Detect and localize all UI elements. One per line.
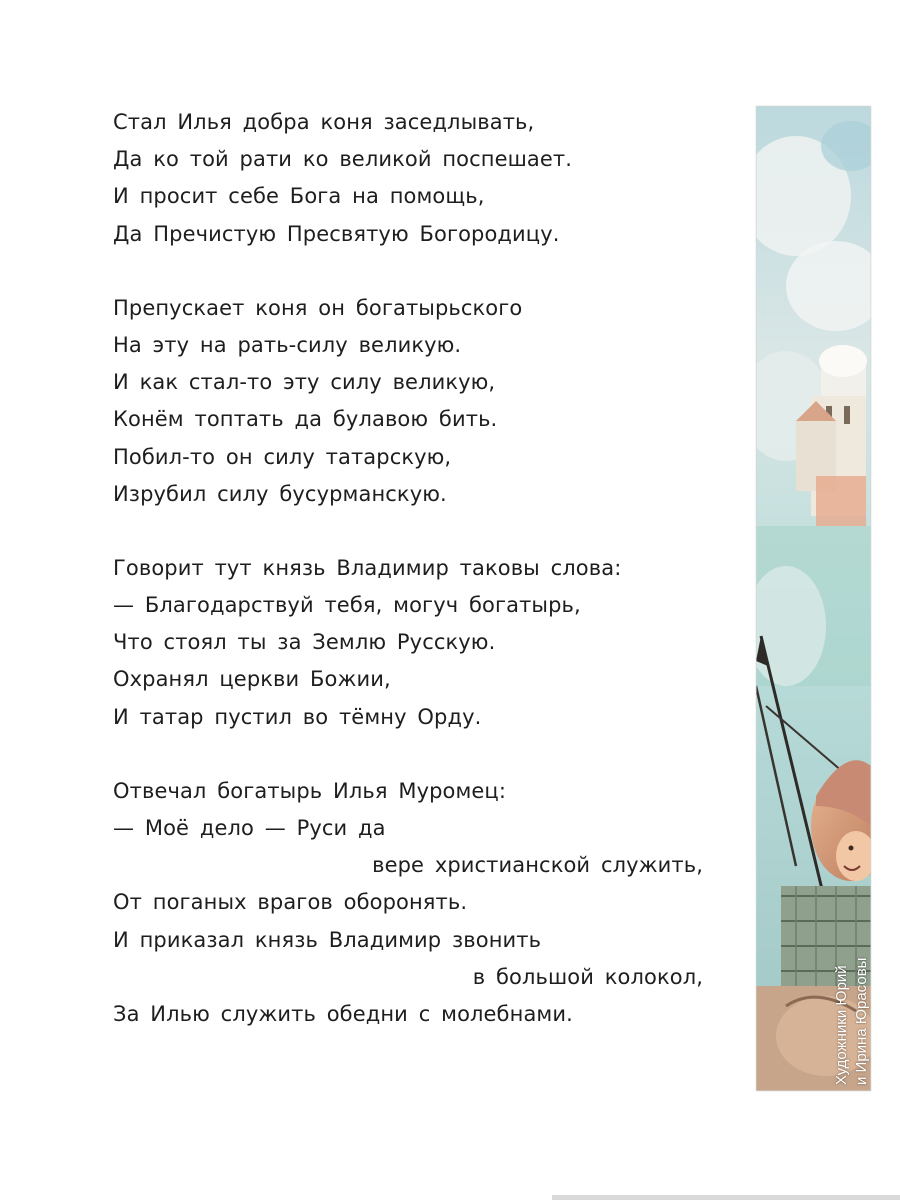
poem-line: Изрубил силу бусурманскую. — [113, 481, 447, 506]
poem-line: Конём топтать да булавою бить. — [113, 407, 498, 432]
stanza-4 — [113, 773, 733, 1033]
poem-line: Побил-то он силу татарскую, — [113, 444, 452, 469]
poem-line: Говорит тут князь Владимир таковы слова: — [113, 555, 622, 580]
poem-line: И как стал-то эту силу великую, — [113, 370, 496, 395]
poem-line: И приказал князь Владимир звонить — [113, 927, 542, 952]
stanza-1 — [113, 104, 733, 253]
illustrator-credit — [832, 915, 872, 1085]
poem-text — [113, 104, 733, 1070]
page-edge-bar — [552, 1195, 900, 1200]
credit-line-2: и Ирина Юрасовы — [853, 957, 870, 1085]
poem-line-indented: в большой колокол, — [472, 964, 703, 989]
poem-line: Да Пречистую Пресвятую Богородицу. — [113, 221, 560, 246]
poem-line: Что стоял ты за Землю Русскую. — [113, 630, 496, 655]
poem-line: Да ко той рати ко великой поспешает. — [113, 147, 573, 172]
poem-line: — Благодарствуй тебя, могуч богатырь, — [113, 593, 581, 618]
poem-line: Отвечал богатырь Илья Муромец: — [113, 778, 506, 803]
stanza-2 — [113, 290, 733, 513]
poem-line: — Моё дело — Руси да — [113, 816, 386, 840]
stanza-3 — [113, 550, 733, 736]
poem-line-indented: вере христианской служить, — [372, 853, 703, 878]
poem-line: И татар пустил во тёмну Орду. — [113, 704, 482, 729]
poem-line: От поганых врагов оборонять. — [113, 890, 468, 915]
poem-line: На эту на рать-силу великую. — [113, 332, 462, 357]
credit-line-1: Художники Юрий — [833, 965, 850, 1085]
poem-line: Охранял церкви Божии, — [113, 667, 391, 692]
poem-line: За Илью служить обедни с молебнами. — [113, 1001, 573, 1026]
poem-line: Стал Илья добра коня заседлывать, — [113, 110, 535, 134]
poem-line: Препускает коня он богатырьского — [113, 295, 523, 320]
poem-line: И просит себе Бога на помощь, — [113, 184, 485, 209]
